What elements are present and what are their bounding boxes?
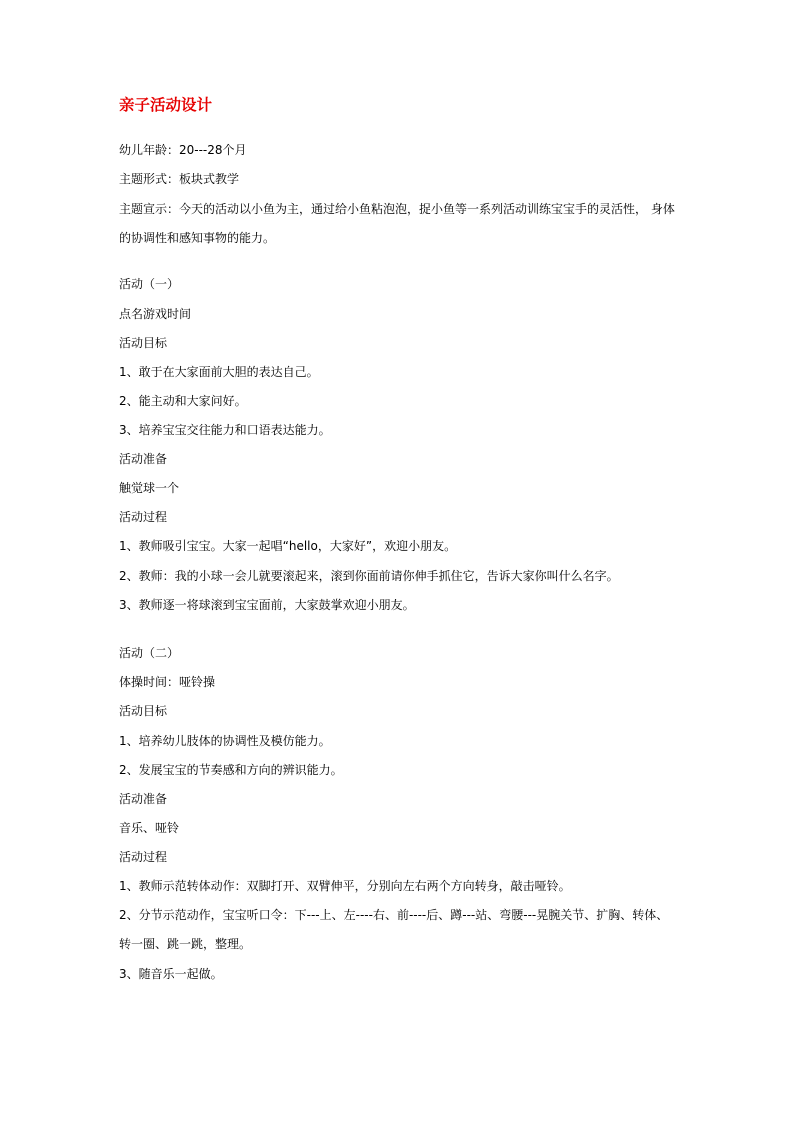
activity1-step: 1、教师吸引宝宝。大家一起唱“hello，大家好”，欢迎小朋友。 [119, 539, 457, 553]
activity2-name: 体操时间：哑铃操 [119, 675, 216, 689]
activity1-goal-label: 活动目标 [119, 336, 168, 350]
activity1-step: 3、教师逐一将球滚到宝宝面前，大家鼓掌欢迎小朋友。 [119, 598, 415, 612]
activity1-prep: 触觉球一个 [119, 481, 180, 495]
activity2-prep: 音乐、哑铃 [119, 821, 180, 835]
activity1-goal: 3、培养宝宝交往能力和口语表达能力。 [119, 423, 331, 437]
activity1-name: 点名游戏时间 [119, 307, 192, 321]
theme-hint-line-1: 主题宣示：今天的活动以小鱼为主，通过给小鱼粘泡泡，捉小鱼等一系列活动训练宝宝手的灵活性， 身体 [119, 202, 675, 216]
activity2-heading: 活动（二） [119, 646, 180, 660]
activity1-process-label: 活动过程 [119, 510, 168, 524]
activity1-heading: 活动（一） [119, 277, 180, 291]
form-line: 主题形式：板块式教学 [119, 172, 240, 186]
document-title: 亲子活动设计 [119, 96, 213, 114]
activity1-goal: 1、敢于在大家面前大胆的表达自己。 [119, 365, 319, 379]
activity2-step: 2、分节示范动作，宝宝听口令：下---上、左----右、前----后、蹲---站、弯腰---晃腕关节、扩胸、转体、 [119, 908, 669, 922]
activity2-goal-label: 活动目标 [119, 704, 168, 718]
activity1-prep-label: 活动准备 [119, 452, 168, 466]
activity2-goal: 2、发展宝宝的节奏感和方向的辨识能力。 [119, 763, 343, 777]
activity2-goal: 1、培养幼儿肢体的协调性及模仿能力。 [119, 734, 331, 748]
activity1-step: 2、教师：我的小球一会儿就要滚起来，滚到你面前请你伸手抓住它，告诉大家你叫什么名字。 [119, 569, 619, 583]
activity2-step: 3、随音乐一起做。 [119, 967, 223, 981]
age-line: 幼儿年龄：20---28个月 [119, 143, 247, 157]
activity2-prep-label: 活动准备 [119, 792, 168, 806]
activity2-step: 1、教师示范转体动作：双脚打开、双臂伸平，分别向左右两个方向转身，敲击哑铃。 [119, 879, 571, 893]
activity2-process-label: 活动过程 [119, 850, 168, 864]
theme-hint-line-2: 的协调性和感知事物的能力。 [119, 231, 276, 245]
activity2-step: 转一圈、跳一跳，整理。 [119, 937, 252, 951]
activity1-goal: 2、能主动和大家问好。 [119, 394, 247, 408]
